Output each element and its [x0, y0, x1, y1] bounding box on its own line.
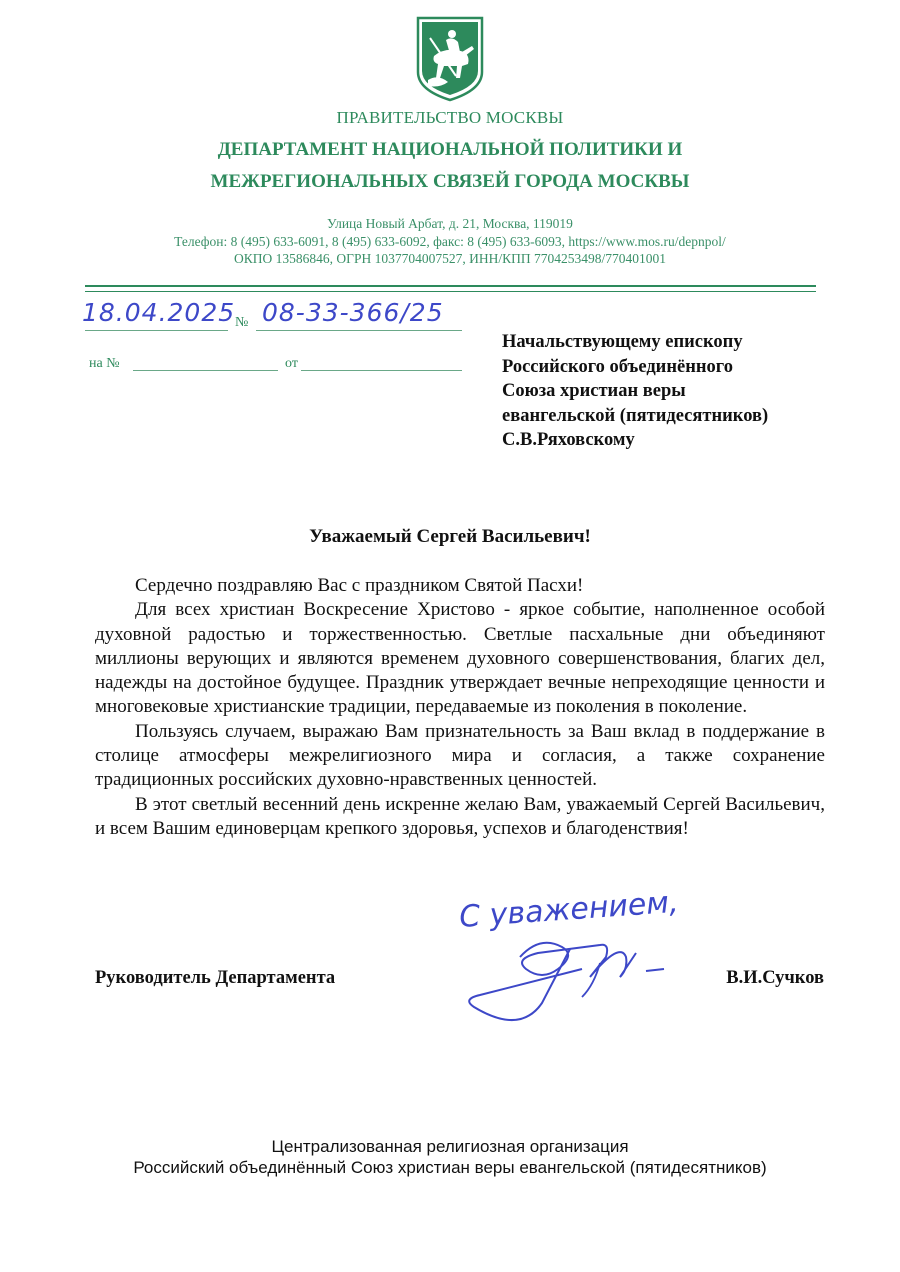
moscow-coat-of-arms-icon: [416, 16, 484, 102]
department-phones: Телефон: 8 (495) 633-6091, 8 (495) 633-6092, факс: 8 (495) 633-6093, https://www.mos.ru/depnpol/: [174, 234, 726, 249]
addressee-line: евангельской (пятидесятников): [502, 405, 769, 426]
footer-line2: Российский объединённый Союз христиан веры евангельской (пятидесятников): [133, 1158, 767, 1177]
addressee-line: С.В.Ряховскому: [502, 430, 635, 450]
date-underline: [85, 330, 228, 331]
from-label: от: [285, 356, 298, 371]
signatory-title: Руководитель Департамента: [95, 968, 336, 988]
government-name: ПРАВИТЕЛЬСТВО МОСКВЫ: [336, 108, 564, 127]
letter-greeting: Уважаемый Сергей Васильевич!: [309, 526, 591, 547]
body-paragraph: В этот светлый весенний день искренне желаю Вам, уважаемый Сергей Васильевич, и всем Вашим единоверцам крепкого здоровья, успехов и благоденствия!: [95, 793, 825, 839]
reference-label: на №: [89, 356, 120, 371]
registration-number: 08-33-366/25: [262, 298, 444, 327]
body-paragraph: Для всех христиан Воскресение Христово - яркое событие, наполненное особой духовной радостью и торжественностью. Светлые пасхальные дни объединяют миллионы верующих и являются временем духовного совершенствования, благих дел, надежды на достойное будущее. Праздник утверждает вечные непреходящие ценности и многовековые христианские традиции, передаваемые из поколения в поколение.: [95, 599, 825, 718]
footer-line1: Централизованная религиозная организация: [271, 1137, 629, 1156]
from-underline: [301, 370, 462, 371]
department-name-line2: МЕЖРЕГИОНАЛЬНЫХ СВЯЗЕЙ ГОРОДА МОСКВЫ: [210, 171, 690, 192]
body-paragraph: Пользуясь случаем, выражаю Вам признательность за Ваш вклад в поддержание в столице атмосферы межрелигиозного мира и согласия, а также сохранение традиционных российских духовно-нравственных ценностей.: [95, 720, 825, 791]
department-codes: ОКПО 13586846, ОГРН 1037704007527, ИНН/КПП 7704253498/770401001: [234, 251, 666, 266]
addressee-block: [502, 330, 768, 453]
registration-date: 18.04.2025: [82, 298, 236, 327]
number-label: №: [235, 315, 249, 330]
letter-body: [95, 574, 825, 841]
handwritten-note: С уважением,: [458, 885, 680, 935]
signatory-name: В.И.Сучков: [726, 968, 824, 988]
department-address: Улица Новый Арбат, д. 21, Москва, 119019: [327, 216, 573, 231]
header-divider-thin: [85, 291, 816, 292]
reference-underline: [133, 370, 278, 371]
handwritten-signature: [450, 885, 690, 1045]
addressee-line: Союза христиан веры: [502, 381, 686, 401]
addressee-line: Начальствующему епископу: [502, 332, 743, 352]
body-paragraph: Сердечно поздравляю Вас с праздником Святой Пасхи!: [135, 575, 584, 596]
number-underline: [256, 330, 462, 331]
header-divider: [85, 285, 816, 287]
addressee-line: Российского объединённого: [502, 356, 733, 377]
department-name-line1: ДЕПАРТАМЕНТ НАЦИОНАЛЬНОЙ ПОЛИТИКИ И: [217, 139, 683, 160]
